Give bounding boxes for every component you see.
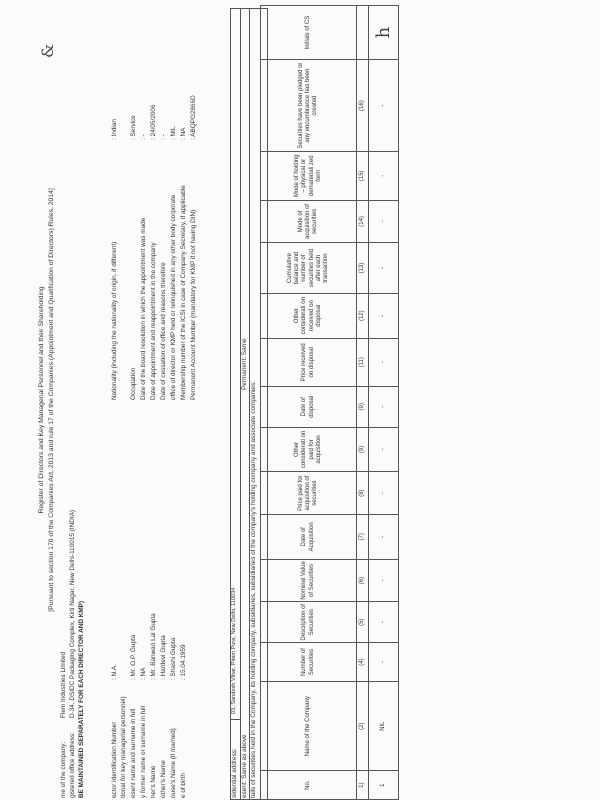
field-label: Occupation xyxy=(130,367,137,400)
table-header-cell: Description of Securities xyxy=(261,602,357,643)
table-number-cell xyxy=(357,6,369,60)
field-label: tional for key managerial personnel) xyxy=(120,696,127,798)
table-header-cell: Price paid for acquisition of securities xyxy=(261,472,357,515)
securities-table xyxy=(260,5,399,800)
table-header-cell: Date of disposal xyxy=(261,386,357,427)
field-value: : Shashi Gupta xyxy=(170,637,177,680)
initials-signature: h xyxy=(369,6,399,60)
table-cell: - xyxy=(369,602,399,643)
field-value: : NIL xyxy=(170,126,177,140)
field-value: : 15.04.1959 xyxy=(180,644,187,680)
table-number-cell: (4) xyxy=(357,643,369,682)
company-name-value: Flem Industries Limited xyxy=(60,651,67,718)
corner-mark: & xyxy=(38,43,57,58)
table-number-row xyxy=(357,6,369,800)
table-cell: - xyxy=(369,243,399,294)
field-value: : 24/05/2006 xyxy=(150,104,157,140)
field-label: Permanent Account Number (mandatory for KMP if not having DIN) xyxy=(190,209,197,400)
field-value: : NA xyxy=(180,127,187,140)
table-cell: - xyxy=(369,293,399,338)
table-header-cell: Number of Securities xyxy=(261,643,357,682)
table-header-cell: Other considerati on received on disposal xyxy=(261,293,357,338)
company-name-label: me of the company: xyxy=(60,741,67,798)
table-cell: - xyxy=(369,559,399,602)
field-label: Date of the board resolution in which the appointment was made xyxy=(140,217,147,400)
table-header-cell: Price received on disposal xyxy=(261,338,357,386)
field-label: Date of cessation of office and reasons therefore xyxy=(160,262,167,400)
residential-address-value: 03, Sandesh Vihar, Pitam Pura, New Delhi, 110034 xyxy=(231,587,237,714)
field-label: ector Identification Number xyxy=(111,721,118,798)
table-number-cell: 1) xyxy=(357,771,369,800)
table-header-cell: Mode of acquisition of securities xyxy=(261,200,357,243)
table-header-cell: No. xyxy=(261,771,357,800)
field-label: y former name or surname in full xyxy=(140,706,147,798)
table-header-row xyxy=(261,6,357,800)
permanent-address-label: Permanent: Same xyxy=(241,338,248,390)
residential-address-label: sidential address: xyxy=(231,748,238,798)
table-cell: NIL xyxy=(369,681,399,771)
field-value: : Hardevi Gupta xyxy=(160,635,167,680)
table-cell: - xyxy=(369,338,399,386)
table-cell: - xyxy=(369,472,399,515)
office-address-value: D-34, DSIDC Packaging Complex, Kirti Nagar, New Delhi-110015 (INDIA) xyxy=(69,509,76,718)
field-label: e of birth xyxy=(180,773,187,798)
field-value: : Mr. Banwari Lal Gupta xyxy=(150,613,157,680)
field-label: other's Name xyxy=(160,760,167,798)
table-header-cell: Nominal Value of Securities xyxy=(261,559,357,602)
table-number-cell: (11) xyxy=(357,338,369,386)
field-value: : Service xyxy=(130,115,137,140)
table-header-cell: Other considerati on paid for acquisition xyxy=(261,427,357,472)
table-number-cell: (14) xyxy=(357,200,369,243)
field-label: Date of appointment and reappointment in the company xyxy=(150,242,157,400)
table-header-cell: Mode of holding – physical or demateriali zed form xyxy=(261,151,357,200)
table-number-cell: (12) xyxy=(357,293,369,338)
field-label: office of director or KMP held or relinquished in any other body corporate xyxy=(170,194,177,400)
table-cell: 1 xyxy=(369,771,399,800)
table-cell: - xyxy=(369,427,399,472)
securities-heading: tails of securities held in the Company, its holding company, subsidiaries, subsidiaries of the company's holding company and associate companies: xyxy=(250,381,257,798)
field-value: : N.A. xyxy=(111,664,118,680)
table-number-cell: (6) xyxy=(357,559,369,602)
table-cell: - xyxy=(369,200,399,243)
field-label: esent name and surname in full xyxy=(130,708,137,798)
table-header-cell: Cumulative balance and number of securities held after each transaction xyxy=(261,243,357,294)
field-label: Membership number of the ICSI in case of Company Secretary, if applicable xyxy=(180,185,187,400)
table-header-cell: Initials of CS xyxy=(261,6,357,60)
table-number-cell: (5) xyxy=(357,602,369,643)
field-value: : - xyxy=(140,134,147,140)
table-cell: - xyxy=(369,151,399,200)
table-number-cell: (7) xyxy=(357,514,369,559)
field-label: Nationality (including the nationality of origin, if different) xyxy=(111,241,118,400)
table-number-cell: (2) xyxy=(357,681,369,771)
table-number-cell: (16) xyxy=(357,60,369,152)
table-number-cell: (8) xyxy=(357,472,369,515)
field-label: ouse's Name (if married) xyxy=(170,728,177,798)
field-value: : Indian xyxy=(111,119,118,140)
table-cell: - xyxy=(369,386,399,427)
field-value: : Mr. O.P. Gupta xyxy=(130,634,137,680)
present-address-label: esent: Same as above xyxy=(241,734,248,798)
field-label: her's Name xyxy=(150,765,157,798)
table-number-cell: (15) xyxy=(357,151,369,200)
table-cell: - xyxy=(369,643,399,682)
table-number-cell: (9) xyxy=(357,427,369,472)
register-subtitle: [Pursuant to section 170 of the Companies Act, 2013 and rule 17 of the Companies (Appointment and Qualification of Directors) Rules, 2014] xyxy=(48,188,55,612)
address-divider xyxy=(230,719,240,720)
table-row xyxy=(369,6,399,800)
table-header-cell: Securities have been pledged or any encumbrance has been created xyxy=(261,60,357,152)
maintenance-note: BE MAINTAINED SEPARATELY FOR EACH DIRECTOR AND KMP) xyxy=(78,600,85,798)
field-value: : - xyxy=(160,134,167,140)
table-number-cell: (9) xyxy=(357,386,369,427)
field-value: : ABQPG2866D xyxy=(190,95,197,140)
field-value: : NA xyxy=(140,667,147,680)
table-header-cell: Name of the Company xyxy=(261,681,357,771)
table-header-cell: Date of Acquisition xyxy=(261,514,357,559)
address-divider xyxy=(240,9,241,800)
register-title: Register of Directors and Key Managerial Personnel and their Shareholding xyxy=(38,286,45,514)
office-address-label: gistered office address: xyxy=(69,732,76,798)
table-cell: - xyxy=(369,514,399,559)
table-number-cell: (13) xyxy=(357,243,369,294)
table-cell: - xyxy=(369,60,399,152)
